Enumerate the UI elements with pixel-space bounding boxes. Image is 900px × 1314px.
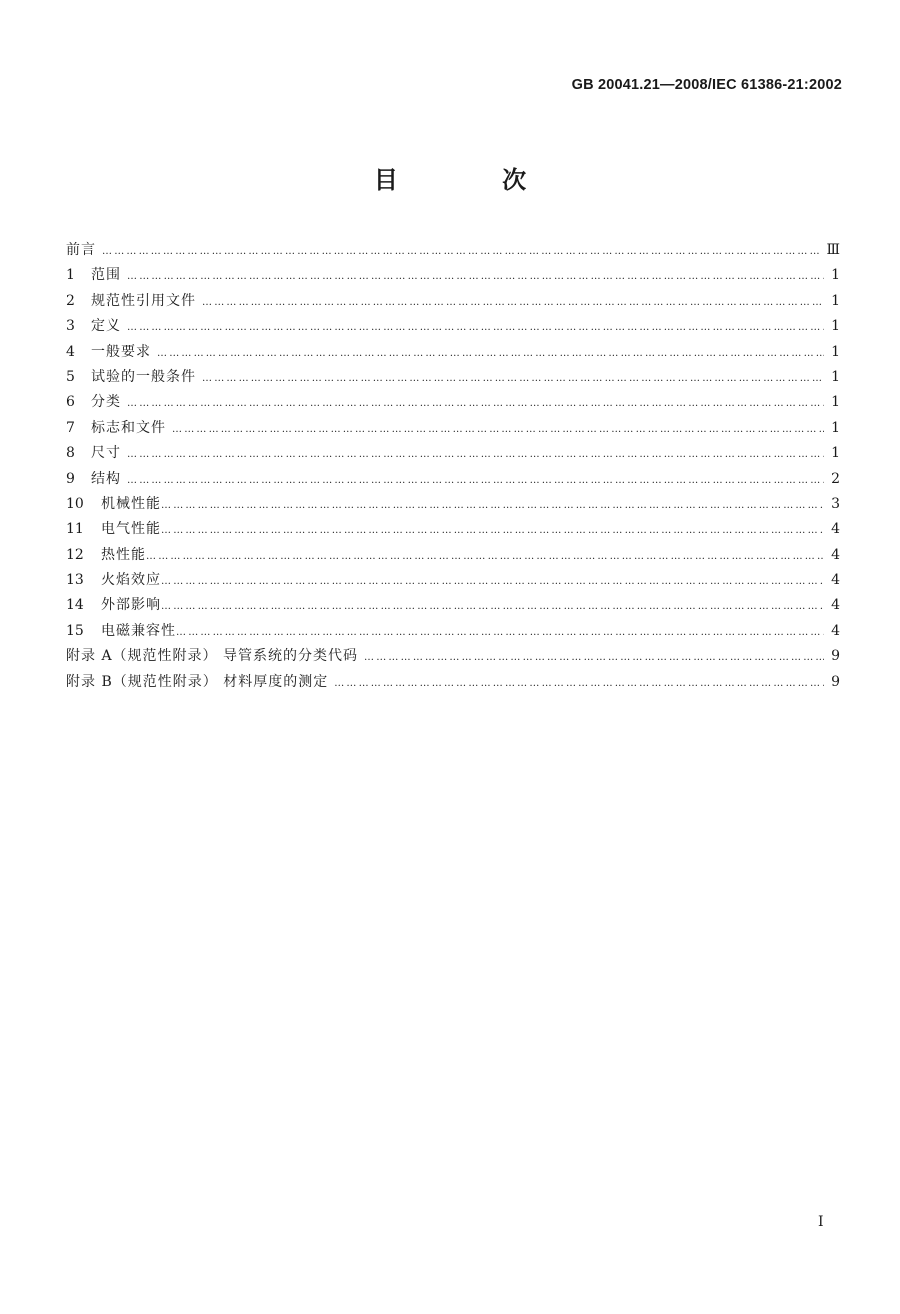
toc-entry-label: 附录 B（规范性附录） 材料厚度的测定 — [66, 673, 329, 690]
toc-entry-number: 4 — [66, 343, 75, 360]
toc-entry-page: 9 — [831, 673, 840, 690]
toc-entry-11[interactable] — [66, 517, 840, 542]
toc-entry-annex-a[interactable] — [66, 644, 840, 669]
toc-entry-label: 结构 — [91, 470, 121, 487]
toc-entry-label: 一般要求 — [91, 343, 151, 360]
toc-entry-page: 4 — [831, 622, 840, 639]
toc-entry-number: 15 — [66, 622, 84, 639]
dot-leader — [127, 264, 824, 289]
page-title: 目 次 — [373, 166, 575, 194]
toc-entry-5[interactable] — [66, 365, 840, 390]
dot-leader — [364, 645, 824, 670]
dot-leader — [161, 594, 824, 619]
toc-entry-number: 8 — [66, 445, 75, 462]
toc-entry-label: 机械性能 — [101, 495, 161, 512]
toc-entry-number: 3 — [66, 318, 75, 335]
toc-entry-page: Ⅲ — [826, 242, 840, 258]
toc-entry-label: 分类 — [91, 394, 121, 411]
toc-entry-9[interactable] — [66, 467, 840, 492]
toc-entry-number: 6 — [66, 394, 75, 411]
toc-entry-13[interactable] — [66, 568, 840, 593]
toc-entry-7[interactable] — [66, 416, 840, 441]
toc-entry-number: 12 — [66, 546, 84, 563]
toc-entry-number: 1 — [66, 267, 75, 284]
toc-entry-page: 1 — [831, 445, 840, 462]
dot-leader — [127, 468, 824, 493]
toc-entry-1[interactable] — [66, 263, 840, 288]
standard-number: GB 20041.21—2008/IEC 61386-21:2002 — [571, 77, 842, 93]
table-of-contents — [66, 238, 840, 695]
toc-entry-number: 14 — [66, 597, 84, 614]
toc-entry-page: 3 — [831, 495, 840, 512]
toc-entry-label: 标志和文件 — [91, 419, 166, 436]
dot-leader — [157, 341, 824, 366]
toc-entry-page: 1 — [831, 292, 840, 309]
toc-entry-number: 5 — [66, 368, 75, 385]
dot-leader — [176, 620, 824, 645]
toc-entry-8[interactable] — [66, 441, 840, 466]
dot-leader — [161, 493, 824, 518]
dot-leader — [127, 442, 824, 467]
page-number: I — [818, 1214, 824, 1230]
toc-entry-number: 2 — [66, 292, 75, 309]
toc-entry-page: 1 — [831, 343, 840, 360]
toc-entry-number: 10 — [66, 495, 84, 512]
toc-entry-label: 定义 — [91, 318, 121, 335]
toc-entry-number: 9 — [66, 470, 75, 487]
toc-entry-page: 4 — [831, 546, 840, 563]
toc-entry-page: 1 — [831, 419, 840, 436]
dot-leader — [172, 417, 824, 442]
toc-entry-foreword[interactable] — [66, 238, 840, 263]
toc-entry-2[interactable] — [66, 289, 840, 314]
toc-entry-label: 热性能 — [101, 546, 146, 563]
toc-entry-page: 1 — [831, 318, 840, 335]
toc-entry-label: 电气性能 — [101, 521, 161, 538]
toc-entry-label: 前言 — [66, 242, 96, 258]
toc-entry-4[interactable] — [66, 340, 840, 365]
toc-entry-10[interactable] — [66, 492, 840, 517]
dot-leader — [127, 315, 824, 340]
toc-entry-page: 2 — [831, 470, 840, 487]
dot-leader — [102, 239, 820, 264]
toc-entry-annex-b[interactable] — [66, 670, 840, 695]
toc-entry-6[interactable] — [66, 390, 840, 415]
toc-entry-number: 13 — [66, 572, 84, 589]
toc-entry-label: 外部影响 — [101, 597, 161, 614]
toc-entry-15[interactable] — [66, 619, 840, 644]
toc-entry-label: 尺寸 — [91, 445, 121, 462]
toc-entry-label: 规范性引用文件 — [91, 292, 196, 309]
dot-leader — [146, 544, 824, 569]
toc-entry-number: 11 — [66, 521, 84, 538]
toc-entry-number: 7 — [66, 419, 75, 436]
toc-entry-label: 电磁兼容性 — [101, 622, 176, 639]
toc-entry-label: 范围 — [91, 267, 121, 284]
dot-leader — [202, 366, 824, 391]
dot-leader — [161, 518, 824, 543]
toc-entry-3[interactable] — [66, 314, 840, 339]
toc-entry-14[interactable] — [66, 593, 840, 618]
dot-leader — [161, 569, 824, 594]
toc-entry-page: 1 — [831, 394, 840, 411]
toc-entry-page: 9 — [831, 648, 840, 665]
dot-leader — [202, 290, 824, 315]
toc-entry-page: 4 — [831, 521, 840, 538]
toc-entry-page: 1 — [831, 368, 840, 385]
dot-leader — [127, 391, 824, 416]
toc-entry-label: 火焰效应 — [101, 572, 161, 589]
toc-entry-page: 1 — [831, 267, 840, 284]
toc-entry-label: 试验的一般条件 — [91, 368, 196, 385]
toc-entry-page: 4 — [831, 597, 840, 614]
toc-entry-page: 4 — [831, 572, 840, 589]
toc-entry-12[interactable] — [66, 543, 840, 568]
toc-entry-label: 附录 A（规范性附录） 导管系统的分类代码 — [66, 648, 359, 665]
dot-leader — [334, 671, 824, 696]
